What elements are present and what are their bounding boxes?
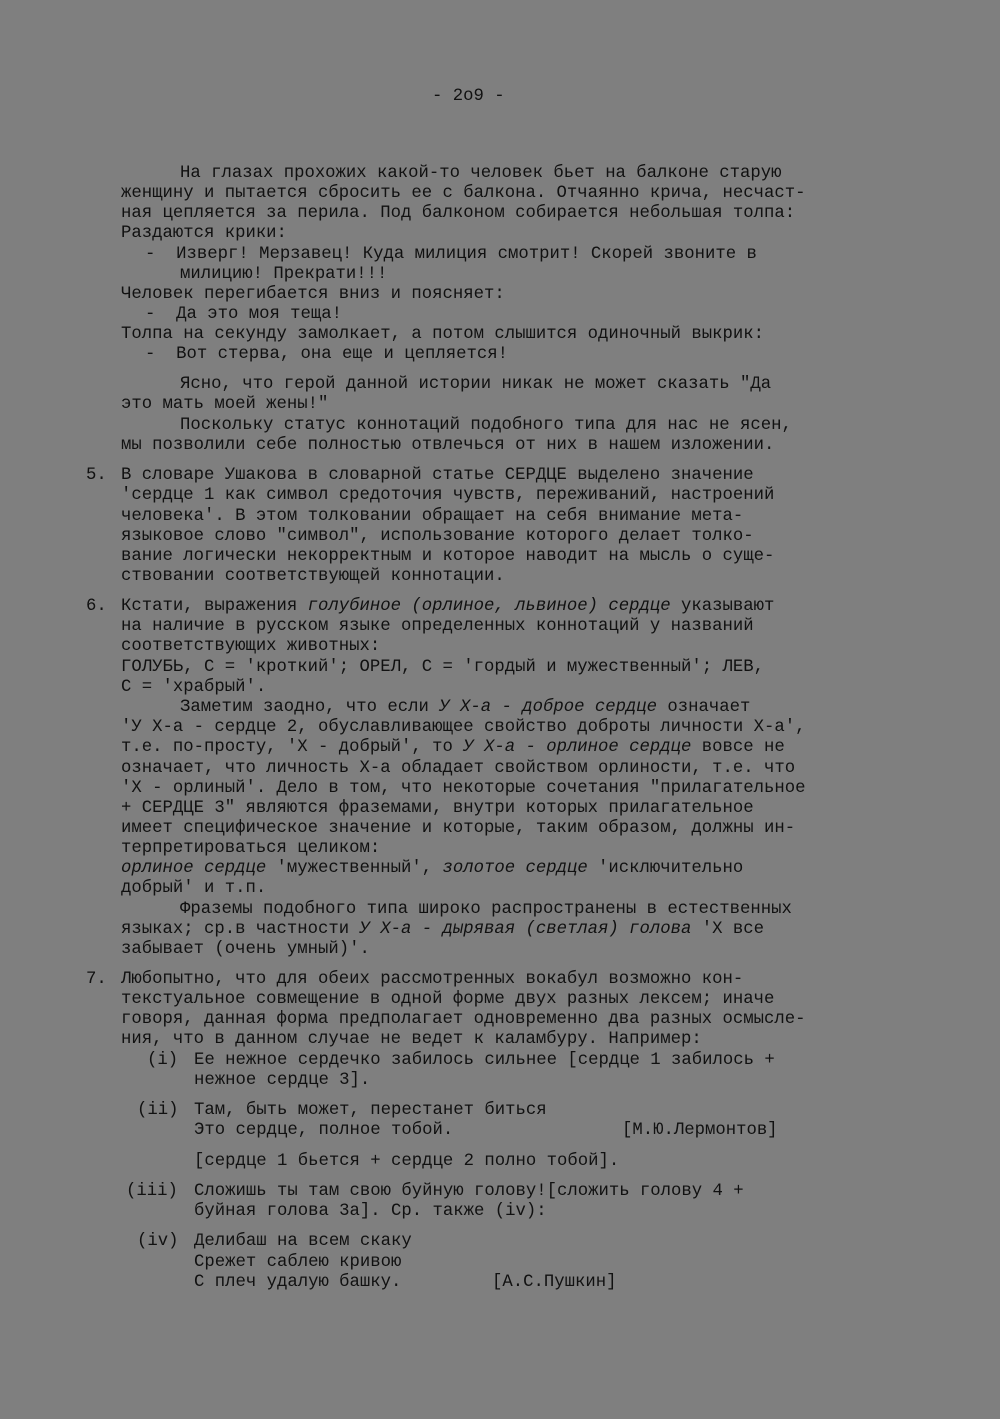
text-span: означает bbox=[657, 698, 751, 717]
text-span: Кстати, выражения bbox=[121, 597, 308, 616]
text-line: ния, что в данном случае не ведет к каламбуру. Например: bbox=[121, 1030, 702, 1049]
example-label: (iii) bbox=[126, 1182, 178, 1201]
text-line: вание логически некорректным и которое наводит на мысль о суще- bbox=[121, 547, 775, 566]
italic-phrase: У Х-а - орлиное сердце bbox=[463, 738, 692, 757]
text-span: Заметим заодно, что если bbox=[180, 698, 440, 717]
verse-line: С плеч удалую башку. bbox=[194, 1273, 402, 1292]
quote-source: [А.С.Пушкин] bbox=[492, 1273, 617, 1292]
text-line: женщину и пытается сбросить ее с балкона. Отчаянно крича, несчаст- bbox=[121, 184, 806, 203]
text-span: 'исключительно bbox=[587, 859, 744, 878]
italic-phrase: У Х-а - дырявая (светлая) голова bbox=[359, 920, 692, 939]
text-line: забывает (очень умный)'. bbox=[121, 940, 370, 959]
note-number: 6. bbox=[86, 597, 107, 616]
verse-line: Делибаш на всем скаку bbox=[194, 1232, 412, 1251]
text-line: человека'. В этом толковании обращает на себя внимание мета- bbox=[121, 507, 744, 526]
verse-line: Там, быть может, перестанет биться bbox=[194, 1101, 547, 1120]
note-number: 5. bbox=[86, 466, 107, 485]
text-line: 'У Х-а - сердце 2, обуславливающее свойство доброты личности Х-а', bbox=[121, 718, 806, 737]
text-line: Ее нежное сердечко забилось сильнее [сердце 1 забилось + bbox=[194, 1051, 775, 1070]
text-line bbox=[121, 738, 785, 758]
text-line: - Да это моя теща! bbox=[145, 305, 343, 324]
text-span: языках; ср.в частности bbox=[121, 920, 360, 939]
text-line: Фраземы подобного типа широко распространены в естественных bbox=[180, 900, 792, 919]
text-line: С = 'храбрый'. bbox=[121, 678, 267, 697]
text-line: В словаре Ушакова в словарной статье СЕРДЦЕ выделено значение bbox=[121, 466, 754, 485]
text-line: буйная голова 3а]. Ср. также (iv): bbox=[194, 1202, 547, 1221]
example-label: (i) bbox=[147, 1051, 179, 1070]
example-label: (ii) bbox=[137, 1101, 179, 1120]
text-line bbox=[121, 859, 743, 879]
example-label: (iv) bbox=[137, 1232, 179, 1251]
note-number: 7. bbox=[86, 970, 107, 989]
italic-phrase: золотое сердце bbox=[442, 859, 588, 878]
text-line: говоря, данная форма предполагает одновременно два разных осмысле- bbox=[121, 1010, 806, 1029]
text-line: соответствующих животных: bbox=[121, 637, 381, 656]
quote-source: [М.Ю.Лермонтов] bbox=[622, 1121, 778, 1140]
italic-phrase: голубиное (орлиное, львиное) сердце bbox=[307, 597, 671, 616]
text-line: ная цепляется за перила. Под балконом собирается небольшая толпа: bbox=[121, 204, 796, 223]
text-line: - Вот стерва, она еще и цепляется! bbox=[145, 345, 508, 364]
text-line: Ясно, что герой данной истории никак не может сказать "Да bbox=[180, 375, 772, 394]
text-span: 'мужественный', bbox=[266, 859, 443, 878]
text-line bbox=[121, 597, 774, 617]
text-line: терпретироваться целиком: bbox=[121, 839, 381, 858]
text-line: Раздаются крики: bbox=[121, 224, 287, 243]
text-line: Сложишь ты там свою буйную голову![сложить голову 4 + bbox=[194, 1182, 744, 1201]
text-span: т.е. по-просту, 'Х - добрый', то bbox=[121, 738, 464, 757]
text-line: имеет специфическое значение и которые, таким образом, должны ин- bbox=[121, 819, 796, 838]
text-line: это мать моей жены!" bbox=[121, 395, 329, 414]
text-line: текстуальное совмещение в одной форме двух разных лексем; иначе bbox=[121, 990, 775, 1009]
italic-phrase: У Х-а - доброе сердце bbox=[439, 698, 658, 717]
text-span: вовсе не bbox=[691, 738, 785, 757]
text-line: Любопытно, что для обеих рассмотренных вокабул возможно кон- bbox=[121, 970, 744, 989]
text-line: мы позволили себе полностью отвлечься от них в нашем изложении. bbox=[121, 436, 775, 455]
text-line: добрый' и т.п. bbox=[121, 879, 267, 898]
text-line: + СЕРДЦЕ 3" являются фраземами, внутри которых прилагательное bbox=[121, 799, 754, 818]
text-line: языковое слово "символ", использование которого делает толко- bbox=[121, 527, 754, 546]
page-number: - 2o9 - bbox=[432, 87, 505, 106]
text-line: ствовании соответствующей коннотации. bbox=[121, 567, 505, 586]
text-line: На глазах прохожих какой-то человек бьет на балконе старую bbox=[180, 164, 782, 183]
text-line: - Изверг! Мерзавец! Куда милиция смотрит! Скорей звоните в bbox=[145, 245, 757, 264]
text-line: Человек перегибается вниз и поясняет: bbox=[121, 285, 505, 304]
text-line: нежное сердце 3]. bbox=[194, 1071, 371, 1090]
italic-phrase: орлиное сердце bbox=[121, 859, 267, 878]
verse-line: Срежет саблею кривою bbox=[194, 1253, 402, 1272]
text-line: милицию! Прекрати!!! bbox=[180, 265, 388, 284]
text-line: 'Х - орлиный'. Дело в том, что некоторые сочетания "прилагательное bbox=[121, 779, 806, 798]
text-line bbox=[121, 920, 764, 940]
text-line: 'сердце 1 как символ средоточия чувств, переживаний, настроений bbox=[121, 486, 775, 505]
text-line: на наличие в русском языке определенных коннотаций у названий bbox=[121, 617, 754, 636]
text-line: означает, что личность Х-а обладает свойством орлиности, т.е. что bbox=[121, 759, 796, 778]
text-line: Поскольку статус коннотаций подобного типа для нас не ясен, bbox=[180, 416, 792, 435]
text-line: [сердце 1 бьется + сердце 2 полно тобой]. bbox=[194, 1152, 620, 1171]
text-span: указывают bbox=[670, 597, 775, 616]
text-line: Толпа на секунду замолкает, а потом слышится одиночный выкрик: bbox=[121, 325, 764, 344]
text-line: ГОЛУБЬ, С = 'кроткий'; ОРЕЛ, С = 'гордый и мужественный'; ЛЕВ, bbox=[121, 658, 764, 677]
verse-line: Это сердце, полное тобой. bbox=[194, 1121, 454, 1140]
text-line bbox=[180, 698, 750, 718]
text-span: 'Х все bbox=[691, 920, 764, 939]
